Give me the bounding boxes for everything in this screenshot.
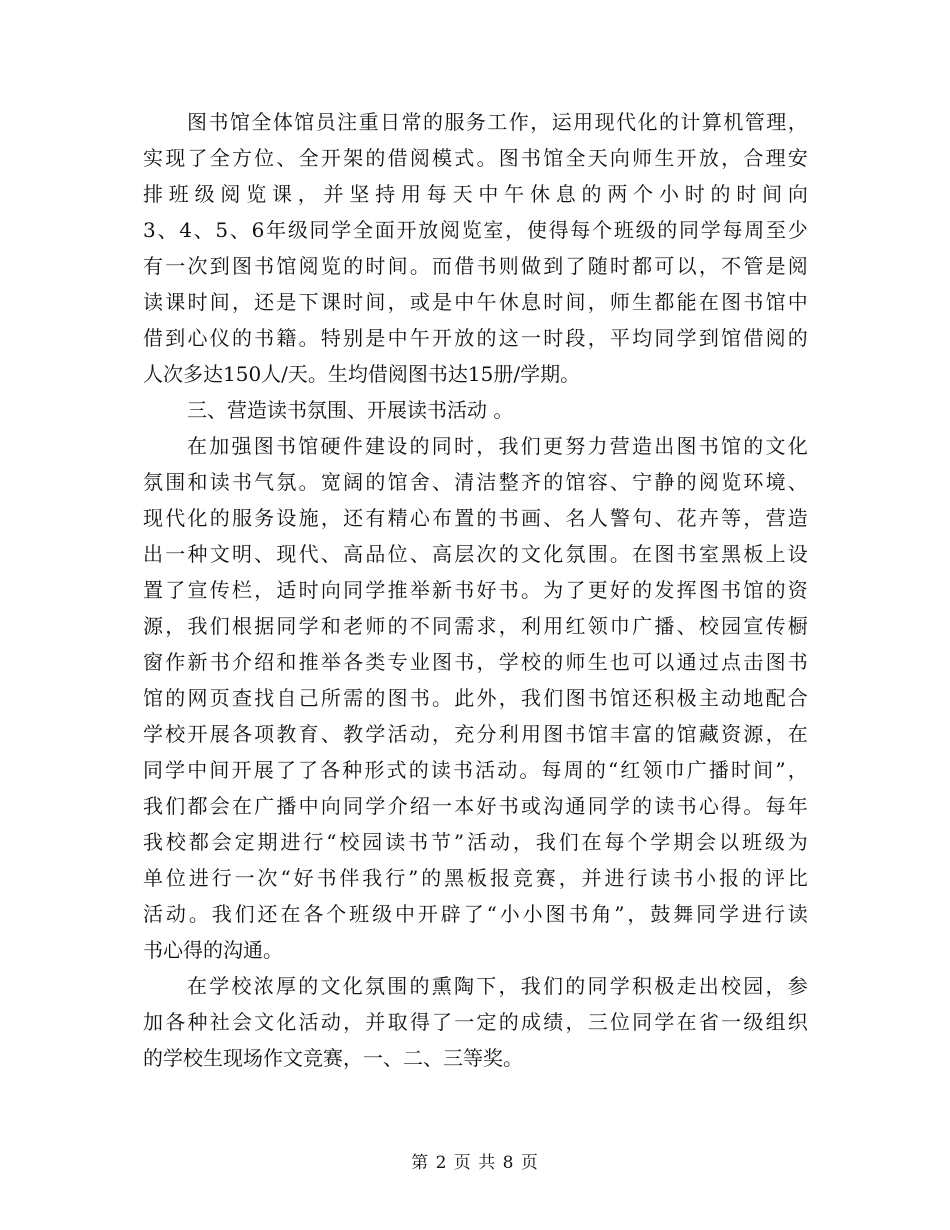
text-line: 我 们 都 会 在 广 播 中 向 同 学 介 绍 一 本 好 书 或 沟 通 同 学 的 读 书 心 得 。 每 年 — [143, 794, 808, 818]
text-line: 书心得的沟通。 — [143, 938, 283, 962]
text-line: 有 一 次 到 图 书 馆 阅 览 的 时 间 。 而 借 书 则 做 到 了 随 时 都 可 以 ， 不 管 是 阅 — [143, 254, 808, 278]
text-line: 加 各 种 社 会 文 化 活 动 ， 并 取 得 了 一 定 的 成 绩 ， 三 位 同 学 在 省 一 级 组 织 — [143, 1010, 808, 1034]
text-line: 排 班 级 阅 览 课 ， 并 坚 持 用 每 天 中 午 休 息 的 两 个 小 时 的 时 间 向 — [143, 182, 808, 206]
text-line: 置 了 宣 传 栏 ， 适 时 向 同 学 推 举 新 书 好 书 。 为 了 更 好 的 发 挥 图 书 馆 的 资 — [143, 578, 808, 602]
paragraph — [143, 104, 808, 392]
text-line: 源 ， 我 们 根 据 同 学 和 老 师 的 不 同 需 求 ， 利 用 红 领 巾 广 播 、 校 园 宣 传 橱 — [143, 614, 808, 638]
text-line: 借 到 心 仪 的 书 籍 。 特 别 是 中 午 开 放 的 这 一 时 段 ， 平 均 同 学 到 馆 借 阅 的 — [143, 326, 808, 350]
heading-text: 三、营造读书氛围、开展读书活动 。 — [187, 398, 514, 422]
text-line: 学 校 开 展 各 项 教 育 、 教 学 活 动 ， 充 分 利 用 图 书 馆 丰 富 的 馆 藏 资 源 ， 在 — [143, 722, 808, 746]
document-body — [143, 104, 808, 1076]
text-line: 单 位 进 行 一 次 “ 好 书 伴 我 行 ” 的 黑 板 报 竞 赛 ， 并 进 行 读 书 小 报 的 评 比 — [143, 866, 808, 890]
text-line: 读 课 时 间 ， 还 是 下 课 时 间 ， 或 是 中 午 休 息 时 间 ， 师 生 都 能 在 图 书 馆 中 — [143, 290, 808, 314]
text-line: 窗 作 新 书 介 绍 和 推 举 各 类 专 业 图 书 ， 学 校 的 师 生 也 可 以 通 过 点 击 图 书 — [143, 650, 808, 674]
text-line: 活 动 。 我 们 还 在 各 个 班 级 中 开 辟 了 “ 小 小 图 书 角 ” ， 鼓 舞 同 学 进 行 读 — [143, 902, 808, 926]
text-line: 图 书 馆 全 体 馆 员 注 重 日 常 的 服 务 工 作 ， 运 用 现 代 化 的 计 算 机 管 理 ， — [187, 110, 808, 134]
text-line: 出 一 种 文 明 、 现 代 、 高 品 位 、 高 层 次 的 文 化 氛 围 。 在 图 书 室 黑 板 上 设 — [143, 542, 808, 566]
text-line: 实 现 了 全 方 位 、 全 开 架 的 借 阅 模 式 。 图 书 馆 全 天 向 师 生 开 放 ， 合 理 安 — [143, 146, 808, 170]
text-line: 人次多达150人/天。生均借阅图书达15册/学期。 — [143, 362, 581, 386]
paragraph — [143, 428, 808, 968]
section-heading — [143, 392, 808, 428]
text-line: 现 代 化 的 服 务 设 施 ， 还 有 精 心 布 置 的 书 画 、 名 人 警 句 、 花 卉 等 ， 营 造 — [143, 506, 808, 530]
text-line: 氛 围 和 读 书 气 氛 。 宽 阔 的 馆 舍 、 清 洁 整 齐 的 馆 容 、 宁 静 的 阅 览 环 境 、 — [143, 470, 808, 494]
text-line: 我 校 都 会 定 期 进 行 “ 校 园 读 书 节 ” 活 动 ， 我 们 在 每 个 学 期 会 以 班 级 为 — [143, 830, 808, 854]
text-line: 3 、 4 、 5 、 6 年 级 同 学 全 面 开 放 阅 览 室 ， 使 得 每 个 班 级 的 同 学 每 周 至 少 — [143, 218, 808, 242]
text-line: 的学校生现场作文竞赛，一、二、三等奖。 — [143, 1046, 523, 1070]
text-line: 馆 的 网 页 查 找 自 己 所 需 的 图 书 。 此 外 ， 我 们 图 书 馆 还 积 极 主 动 地 配 合 — [143, 686, 808, 710]
paragraph — [143, 968, 808, 1076]
text-line: 同 学 中 间 开 展 了 了 各 种 形 式 的 读 书 活 动 。 每 周 的 “ 红 领 巾 广 播 时 间 ” ， — [143, 758, 808, 782]
text-line: 在 学 校 浓 厚 的 文 化 氛 围 的 熏 陶 下 ， 我 们 的 同 学 积 极 走 出 校 园 ， 参 — [187, 974, 808, 998]
text-line: 在 加 强 图 书 馆 硬 件 建 设 的 同 时 ， 我 们 更 努 力 营 造 出 图 书 馆 的 文 化 — [187, 434, 808, 458]
page-footer: 第 2 页 共 8 页 — [411, 1153, 539, 1173]
